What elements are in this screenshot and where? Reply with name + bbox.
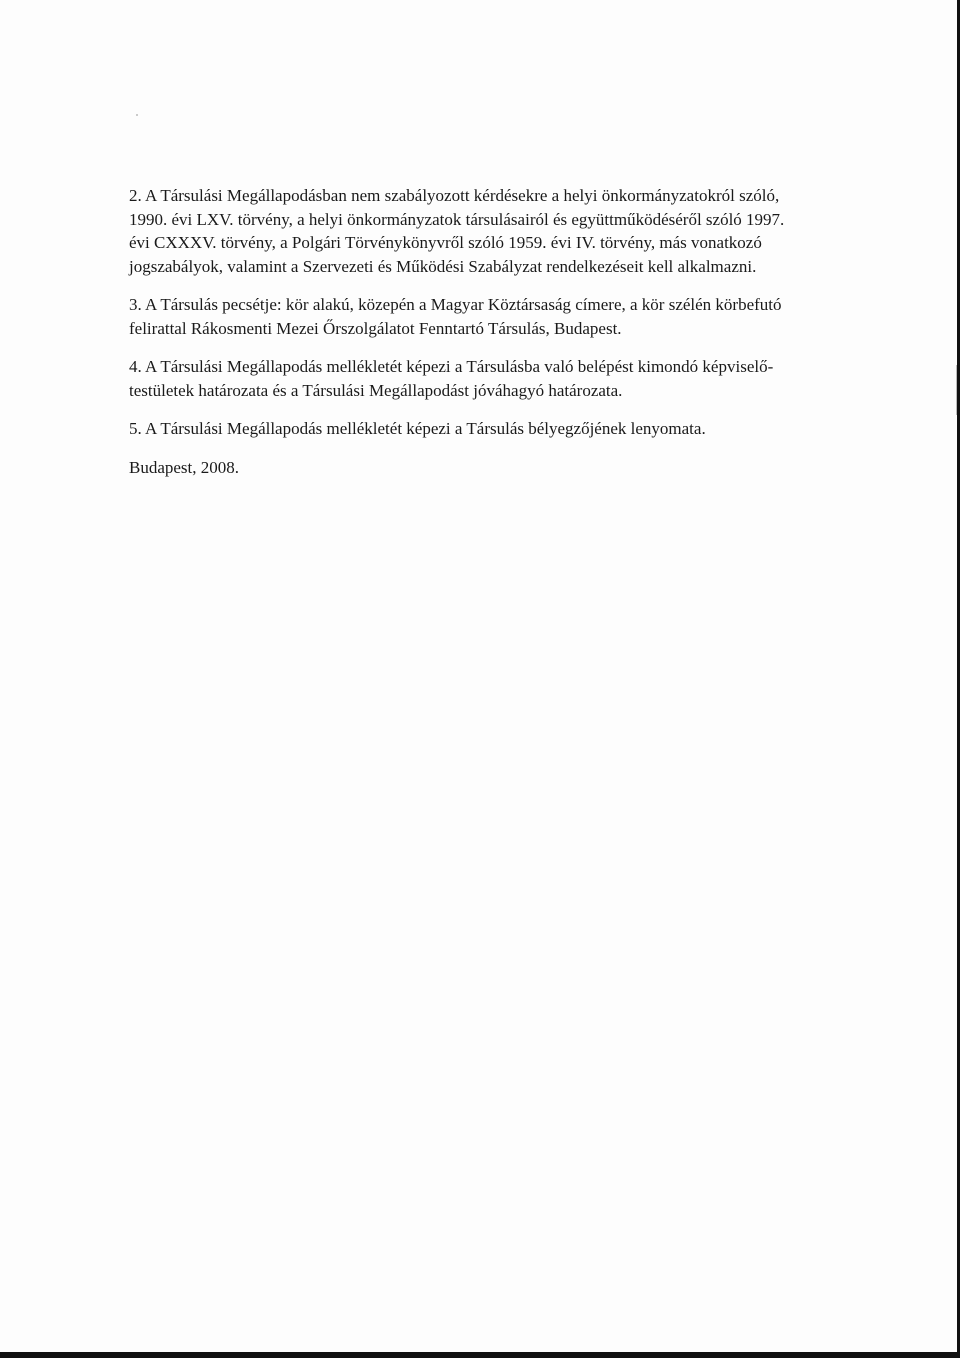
document-body [129, 184, 874, 494]
paragraph-5 [129, 417, 874, 441]
paragraph-line: 4. A Társulási Megállapodás mellékletét képezi a Társulásba való belépést kimondó képviselő- [129, 357, 774, 376]
paragraph-line: felirattal Rákosmenti Mezei Őrszolgálatot Fenntartó Társulás, Budapest. [129, 318, 622, 338]
paragraph-line: 3. A Társulás pecsétje: kör alakú, közepén a Magyar Köztársaság címere, a kör szélén körbefutó [129, 295, 782, 314]
paragraph-line: jogszabályok, valamint a Szervezeti és Működési Szabályzat rendelkezéseit kell alkalmazni. [129, 256, 757, 276]
scan-edge-bottom [0, 1352, 960, 1358]
paragraph-3 [129, 293, 874, 340]
place-date: Budapest, 2008. [129, 457, 240, 477]
paragraph-2 [129, 184, 874, 278]
paragraph-line: 5. A Társulási Megállapodás mellékletét képezi a Társulás bélyegzőjének lenyomata. [129, 419, 706, 438]
paragraph-line: 1990. évi LXV. törvény, a helyi önkormányzatok társulásairól és együttműködéséről szóló 1997. [129, 209, 785, 229]
scan-speck [136, 114, 138, 116]
paragraph-line: testületek határozata és a Társulási Megállapodást jóváhagyó határozata. [129, 380, 623, 400]
paragraph-line: évi CXXXV. törvény, a Polgári Törvénykönyvről szóló 1959. évi IV. törvény, más vonatkozó [129, 233, 762, 252]
paragraph-line: 2. A Társulási Megállapodásban nem szabályozott kérdésekre a helyi önkormányzatokról szóló, [129, 186, 780, 205]
paragraph-4 [129, 355, 874, 402]
